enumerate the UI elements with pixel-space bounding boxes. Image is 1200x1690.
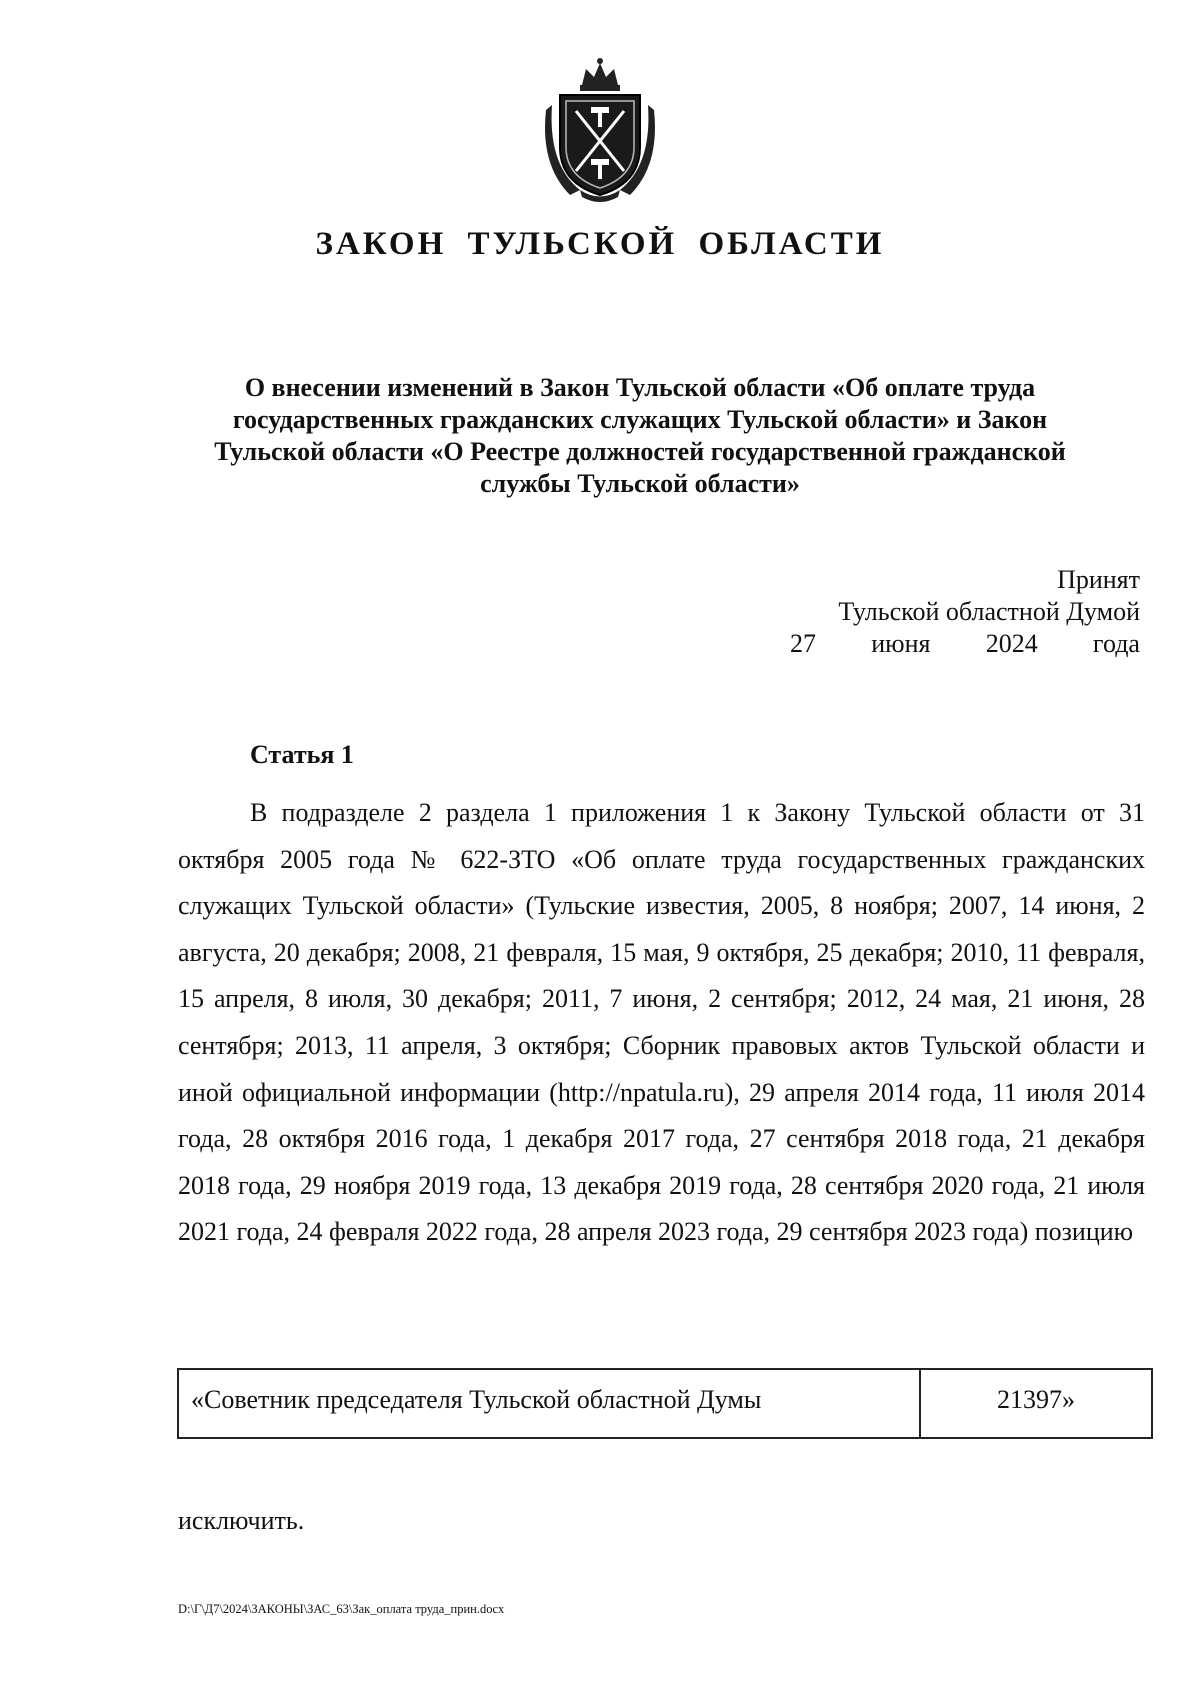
adopted-label: Принят <box>1057 565 1140 594</box>
adopted-day: 27 <box>790 629 816 658</box>
adopted-year: 2024 <box>985 629 1038 658</box>
adopted-by: Тульской областной Думой <box>838 597 1140 626</box>
coat-of-arms-icon <box>540 55 660 205</box>
law-title: ЗАКОН ТУЛЬСКОЙ ОБЛАСТИ <box>315 226 885 262</box>
file-path: D:\Г\Д7\2024\ЗАКОНЫ\ЗАС_63\Зак_оплата труда_прин.docx <box>178 1602 505 1616</box>
document-heading: О внесении изменений в Закон Тульской области «Об оплате труда государственных гражданских служащих Тульской области» и Закон Тульской области «О Реестре должностей государственной гражданской службы Тульской области» <box>214 373 1066 498</box>
article-body: В подразделе 2 раздела 1 приложения 1 к Закону Тульской области от 31 октября 2005 года № 622-ЗТО «Об оплате труда государственных гражданских служащих Тульской области» (Тульские известия, 2005, 8 ноября; 2007, 14 июня, 2 августа, 20 декабря; 2008, 21 февраля, 15 мая, 9 октября, 25 декабря; 2010, 11 февраля, 15 апреля, 8 июля, 30 декабря; 2011, 7 июня, 2 сентября; 2012, 24 мая, 21 июня, 28 сентября; 2013, 11 апреля, 3 октября; Сборник правовых актов Тульской области и иной официальной информации (http://npatula.ru), 29 апреля 2014 года, 11 июля 2014 года, 28 октября 2016 года, 1 декабря 2017 года, 27 сентября 2018 года, 21 декабря 2018 года, 29 ноября 2019 года, 13 декабря 2019 года, 28 сентября 2020 года, 21 июля 2021 года, 24 февраля 2022 года, 28 апреля 2023 года, 29 сентября 2023 года) позицию <box>178 798 1145 1247</box>
adopted-month: июня <box>871 629 931 658</box>
position-name-cell: «Советник председателя Тульской областной Думы <box>179 1370 921 1437</box>
position-table <box>177 1368 1153 1439</box>
position-value-cell: 21397» <box>997 1385 1075 1414</box>
adopted-year-suffix: года <box>1092 629 1140 658</box>
article-title: Статья 1 <box>250 740 354 769</box>
adopted-date <box>790 628 1140 660</box>
exclude-text: исключить. <box>178 1506 305 1535</box>
